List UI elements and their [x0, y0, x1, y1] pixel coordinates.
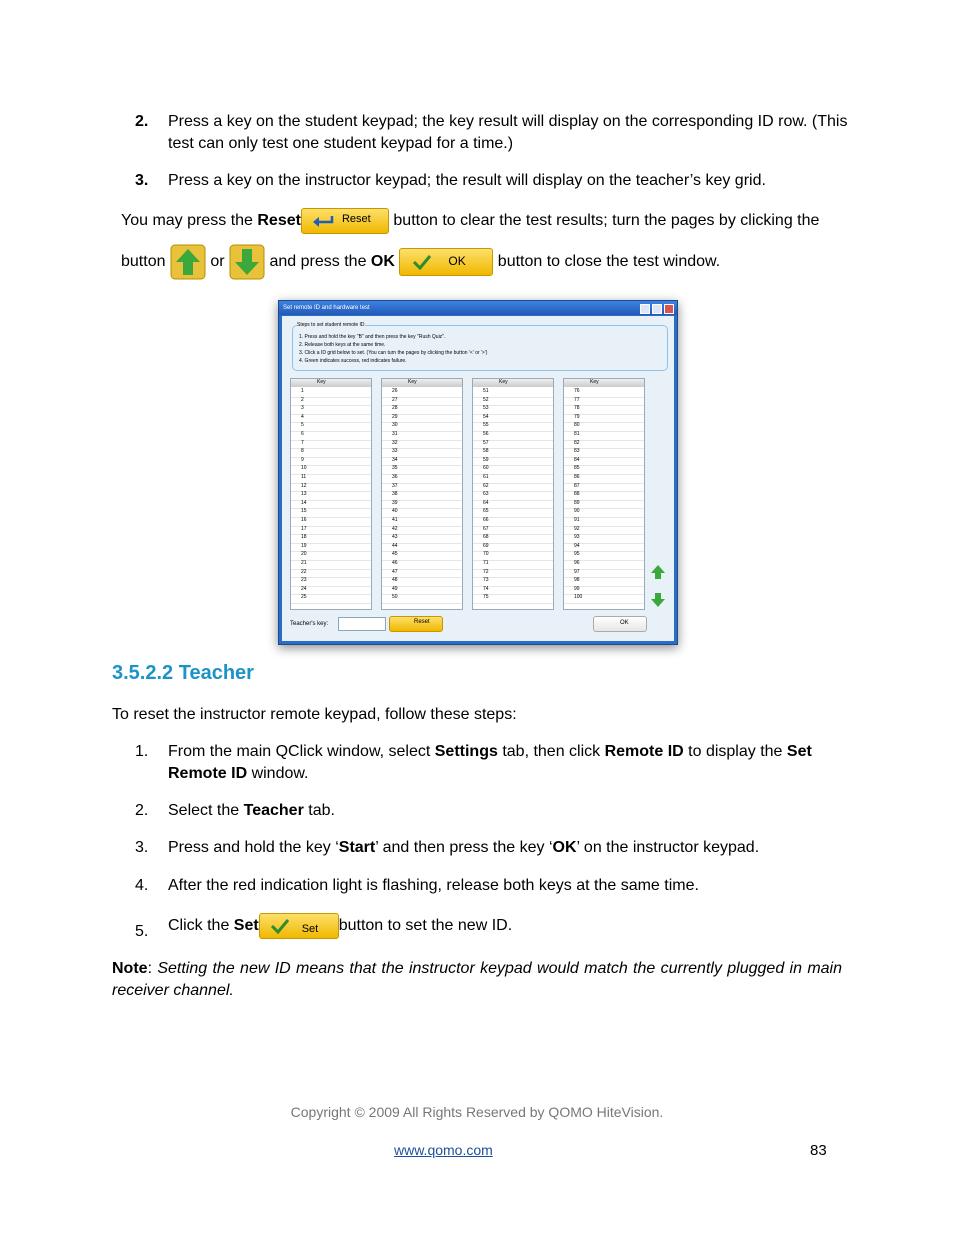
check-icon	[270, 918, 290, 934]
id-number: 48	[392, 577, 398, 584]
reset-paragraph-line1	[121, 208, 851, 234]
step-3-text: Press a key on the instructor keypad; the result will display on the teacher’s key grid.	[168, 172, 766, 189]
id-number: 75	[483, 594, 489, 601]
window-reset-button	[389, 616, 443, 632]
key-header: Key	[408, 379, 417, 385]
id-number: 77	[574, 396, 580, 403]
up-arrow-icon	[170, 244, 206, 280]
id-number: 65	[483, 508, 489, 515]
id-number: 3	[301, 405, 304, 412]
page-number: 83	[810, 1142, 827, 1159]
id-number: 44	[392, 542, 398, 549]
teacher-bold: Teacher	[243, 802, 304, 819]
note-paragraph	[112, 958, 842, 1002]
set-button-image	[259, 913, 339, 939]
set-bold: Set	[233, 917, 259, 935]
id-number: 16	[301, 517, 307, 523]
id-number: 88	[574, 491, 580, 498]
id-number: 100	[574, 594, 583, 601]
id-number: 57	[483, 439, 489, 446]
id-number: 7	[301, 439, 304, 446]
text-segment: ’ and then press the key ‘	[375, 839, 553, 856]
set-button-label: Set	[301, 923, 319, 935]
step-2-number: 2.	[135, 113, 149, 130]
id-number: 19	[301, 542, 307, 549]
section-intro: To reset the instructor remote keypad, follow these steps:	[112, 706, 517, 723]
id-number: 11	[301, 474, 307, 480]
id-number: 6	[301, 431, 304, 437]
id-number: 50	[392, 594, 398, 601]
step-line: 2. Release both keys at the same time.	[299, 342, 386, 348]
id-number: 90	[574, 508, 580, 515]
id-number: 33	[392, 448, 398, 455]
settings-bold: Settings	[434, 743, 498, 760]
grid-header	[473, 379, 553, 387]
id-number: 31	[392, 431, 398, 437]
reset-bold: Reset	[257, 212, 301, 230]
close-icon	[664, 304, 674, 314]
id-number: 93	[574, 534, 580, 541]
window-ok-label: OK	[620, 620, 629, 626]
id-grid	[472, 378, 554, 610]
id-number: 17	[301, 525, 307, 532]
id-number: 34	[392, 456, 398, 463]
id-number: 73	[483, 577, 489, 584]
reset-button-label: Reset	[341, 213, 371, 225]
id-number: 58	[483, 448, 489, 455]
id-number: 54	[483, 413, 489, 420]
section-heading: 3.5.2.2 Teacher	[112, 662, 254, 684]
remote-id-bold: Remote ID	[604, 743, 684, 760]
id-number: 91	[574, 517, 580, 523]
id-number: 22	[301, 568, 307, 575]
id-number: 52	[483, 396, 489, 403]
id-number: 72	[483, 568, 489, 575]
id-number: 23	[301, 577, 307, 584]
window-title: Set remote ID and hardware test	[279, 301, 677, 315]
step-line: 1. Press and hold the key "B" and then press the key "Rush Quiz".	[299, 334, 446, 340]
id-number: 25	[301, 594, 307, 601]
key-header: Key	[317, 379, 326, 385]
id-number: 97	[574, 568, 580, 575]
text-segment: button to set the new ID.	[338, 917, 513, 935]
ok-key-bold: OK	[552, 839, 577, 856]
reset-button-image	[301, 208, 389, 234]
grid-header	[382, 379, 462, 387]
enter-arrow-icon	[312, 215, 336, 227]
id-number: 92	[574, 525, 580, 532]
key-header: Key	[499, 379, 508, 385]
id-number: 53	[483, 405, 489, 412]
id-number: 1	[301, 388, 304, 394]
text-segment: Click the	[168, 917, 234, 935]
id-number: 71	[483, 560, 489, 566]
id-number: 37	[392, 482, 398, 489]
text-segment: and press the	[265, 253, 371, 271]
item-4-number: 4.	[135, 877, 149, 894]
start-bold: Start	[338, 839, 376, 856]
id-number: 89	[574, 499, 580, 506]
id-number: 8	[301, 448, 304, 455]
text-segment: tab.	[303, 802, 335, 819]
id-number: 47	[392, 568, 398, 575]
id-number: 27	[392, 396, 398, 403]
id-number: 95	[574, 551, 580, 558]
note-label: Note	[112, 960, 148, 977]
item-1-number: 1.	[135, 743, 149, 760]
ok-button-label: OK	[448, 254, 466, 268]
id-number: 78	[574, 405, 580, 412]
down-arrow-icon	[229, 244, 265, 280]
minimize-icon	[640, 304, 650, 314]
id-number: 45	[392, 551, 398, 558]
id-number: 59	[483, 456, 489, 463]
id-number: 60	[483, 465, 489, 472]
id-number: 87	[574, 482, 580, 489]
id-number: 12	[301, 482, 307, 489]
id-number: 39	[392, 499, 398, 506]
step-line: 3. Click a ID grid below to set. (You can turn the pages by clicking the button '<' or '>')	[299, 350, 488, 356]
maximize-icon	[652, 304, 662, 314]
text-segment: button to clear the test results; turn the pages by clicking the	[388, 212, 820, 230]
id-grid	[563, 378, 645, 610]
id-number: 86	[574, 474, 580, 480]
id-number: 51	[483, 388, 489, 394]
id-number: 32	[392, 439, 398, 446]
text-segment: You may press the	[121, 212, 258, 230]
item-3-text	[168, 837, 848, 859]
key-header: Key	[590, 379, 599, 385]
id-number: 69	[483, 542, 489, 549]
id-number: 82	[574, 439, 580, 446]
text-segment: to display the	[683, 743, 787, 760]
steps-legend: Steps to set student remote ID	[297, 322, 365, 328]
steps-group	[292, 322, 668, 371]
step-line: 4. Green indicates success, red indicates failure.	[299, 358, 407, 364]
id-number: 83	[574, 448, 580, 455]
text-segment: window.	[247, 765, 309, 782]
item-4-text: After the red indication light is flashing, release both keys at the same time.	[168, 877, 699, 894]
id-number: 64	[483, 499, 489, 506]
step-3-number: 3.	[135, 172, 149, 189]
window-reset-label: Reset	[414, 619, 430, 625]
id-number: 79	[574, 413, 580, 420]
id-number: 85	[574, 465, 580, 472]
id-number: 35	[392, 465, 398, 472]
id-number: 74	[483, 585, 489, 592]
id-number: 38	[392, 491, 398, 498]
id-number: 30	[392, 422, 398, 429]
text-segment: Press and hold the key ‘	[168, 839, 339, 856]
id-number: 81	[574, 431, 580, 437]
id-number: 21	[301, 560, 307, 566]
note-colon: :	[147, 960, 158, 977]
grid-header	[291, 379, 371, 387]
id-number: 41	[392, 517, 398, 523]
id-number: 68	[483, 534, 489, 541]
id-number: 2	[301, 396, 304, 403]
window-body	[282, 316, 674, 641]
text-segment: From the main QClick window, select	[168, 743, 435, 760]
id-number: 99	[574, 585, 580, 592]
id-number: 24	[301, 585, 307, 592]
id-row[interactable]	[382, 594, 462, 604]
copyright: Copyright © 2009 All Rights Reserved by QOMO HiteVision.	[290, 1104, 664, 1120]
item-5-text	[168, 913, 848, 939]
step-2-text: Press a key on the student keypad; the key result will display on the corresponding ID row. (This test can only test one student keypad for a time.)	[168, 113, 848, 152]
id-row[interactable]	[564, 594, 644, 604]
id-number: 70	[483, 551, 489, 558]
id-number: 46	[392, 560, 398, 566]
id-grid	[290, 378, 372, 610]
text-segment: or	[205, 253, 230, 271]
id-number: 40	[392, 508, 398, 515]
id-number: 5	[301, 422, 304, 429]
id-number: 13	[301, 491, 307, 498]
website-link[interactable]: www.qomo.com	[394, 1142, 493, 1158]
text-segment: button to close the test window.	[493, 253, 721, 271]
reset-paragraph-line2	[121, 244, 851, 280]
id-number: 29	[392, 413, 398, 420]
id-number: 49	[392, 585, 398, 592]
window-ok-button	[593, 616, 647, 632]
page-down-icon	[650, 592, 666, 608]
page-up-icon	[650, 564, 666, 580]
id-number: 98	[574, 577, 580, 584]
id-number: 20	[301, 551, 307, 558]
grid-header	[564, 379, 644, 387]
teacher-key-label: Teacher's key:	[290, 621, 329, 627]
id-number: 62	[483, 482, 489, 489]
id-number: 55	[483, 422, 489, 429]
text-segment: tab, then click	[497, 743, 605, 760]
id-number: 94	[574, 542, 580, 549]
text-segment: Select the	[168, 802, 244, 819]
item-2-number: 2.	[135, 802, 149, 819]
id-row[interactable]	[473, 594, 553, 604]
item-5-number: 5.	[135, 923, 149, 940]
id-number: 67	[483, 525, 489, 532]
id-number: 14	[301, 499, 307, 506]
id-number: 4	[301, 413, 304, 420]
id-number: 96	[574, 560, 580, 566]
id-number: 84	[574, 456, 580, 463]
id-number: 15	[301, 508, 307, 515]
text-segment: button	[121, 253, 170, 271]
item-2-text	[168, 800, 848, 822]
id-number: 42	[392, 525, 398, 532]
id-number: 28	[392, 405, 398, 412]
id-number: 26	[392, 388, 398, 394]
id-grid	[381, 378, 463, 610]
id-number: 66	[483, 517, 489, 523]
id-number: 43	[392, 534, 398, 541]
id-number: 56	[483, 431, 489, 437]
note-text: Setting the new ID means that the instructor keypad would match the currently plugged in main receiver channel.	[112, 960, 843, 999]
ok-bold: OK	[370, 253, 395, 271]
item-1-text	[168, 741, 848, 785]
set-remote-id-bold: Set Remote ID	[168, 743, 812, 782]
id-number: 36	[392, 474, 398, 480]
item-3-number: 3.	[135, 839, 149, 856]
id-number: 76	[574, 388, 580, 394]
text-segment: ’ on the instructor keypad.	[576, 839, 760, 856]
id-number: 80	[574, 422, 580, 429]
id-number: 63	[483, 491, 489, 498]
id-number: 9	[301, 456, 304, 463]
ok-button-image	[399, 248, 493, 276]
id-number: 10	[301, 465, 307, 472]
hardware-test-window	[278, 300, 678, 645]
check-icon	[412, 254, 432, 270]
id-row[interactable]	[291, 594, 371, 604]
id-number: 18	[301, 534, 307, 541]
id-number: 61	[483, 474, 489, 480]
teacher-key-field	[338, 617, 386, 631]
